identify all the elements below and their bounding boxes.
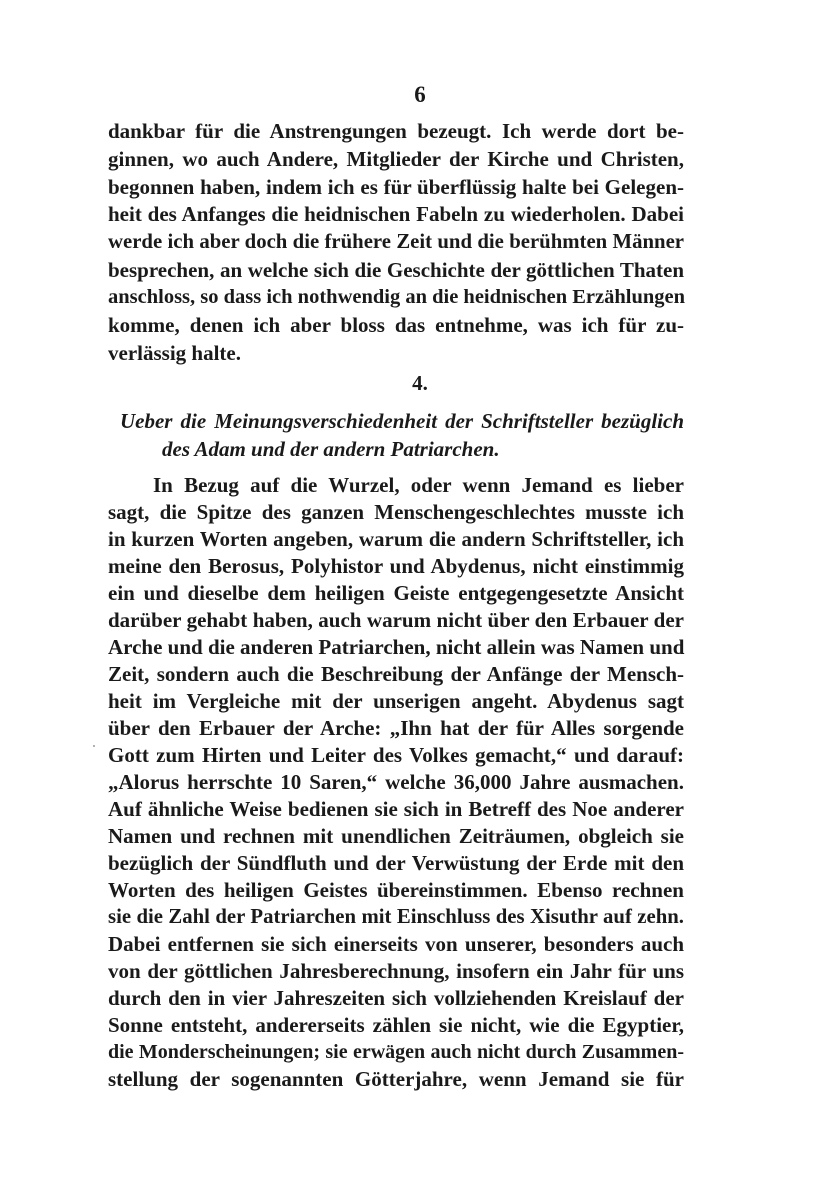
text-line: Gott zum Hirten und Leiter des Volkes gemacht,“ und darauf: — [108, 743, 684, 767]
text-line: Namen und rechnen mit unendlichen Zeiträumen, obgleich sie — [108, 824, 684, 848]
text-line: werde ich aber doch die frühere Zeit und die berühmten Männer — [108, 231, 684, 253]
text-line: Arche und die anderen Patriarchen, nicht allein was Namen und — [108, 635, 685, 659]
text-line: die Monderscheinungen; sie erwägen auch nicht durch Zusammen- — [108, 1041, 684, 1063]
text-line: darüber gehabt haben, auch warum nicht über den Erbauer der — [108, 608, 684, 632]
text-line: Zeit, sondern auch die Beschreibung der Anfänge der Mensch- — [108, 662, 684, 686]
section-number: 4. — [412, 371, 428, 395]
heading-line: Ueber die Meinungsverschiedenheit der Schriftsteller bezüglich — [120, 409, 684, 433]
text-line: sagt, die Spitze des ganzen Menschengeschlechtes musste ich — [108, 500, 684, 524]
text-line: ginnen, wo auch Andere, Mitglieder der Kirche und Christen, — [108, 147, 684, 171]
text-line: stellung der sogenannten Götterjahre, wenn Jemand sie für — [108, 1067, 684, 1091]
text-line: durch den in vier Jahreszeiten sich vollziehenden Kreislauf der — [108, 986, 684, 1010]
text-line: begonnen haben, indem ich es für überflüssig halte bei Gelegen- — [108, 175, 684, 199]
text-line: anschloss, so dass ich nothwendig an die heidnischen Erzählungen — [108, 286, 686, 308]
text-line: bezüglich der Sündfluth und der Verwüstung der Erde mit den — [108, 851, 684, 875]
text-line: Auf ähnliche Weise bedienen sie sich in Betreff des Noe anderer — [108, 797, 684, 821]
page-number: 6 — [414, 82, 426, 107]
text-line: meine den Berosus, Polyhistor und Abydenus, nicht einstimmig — [108, 554, 684, 578]
text-line: dankbar für die Anstrengungen bezeugt. Ich werde dort be- — [108, 119, 684, 143]
text-line: heit im Vergleiche mit der unserigen angeht. Abydenus sagt — [108, 689, 684, 713]
text-line: In Bezug auf die Wurzel, oder wenn Jemand es lieber — [153, 473, 684, 497]
margin-speck — [93, 745, 95, 747]
heading-line: des Adam und der andern Patriarchen. — [162, 437, 500, 461]
text-line: von der göttlichen Jahresberechnung, insofern ein Jahr für uns — [108, 959, 684, 983]
text-line: verlässig halte. — [108, 341, 241, 365]
text-line: sie die Zahl der Patriarchen mit Einschluss des Xisuthr auf zehn. — [108, 906, 684, 928]
text-line: komme, denen ich aber bloss das entnehme, was ich für zu- — [108, 313, 684, 337]
text-line: ein und dieselbe dem heiligen Geiste entgegengesetzte Ansicht — [108, 581, 684, 605]
text-line: heit des Anfanges die heidnischen Fabeln zu wiederholen. Dabei — [108, 202, 684, 226]
text-line: „Alorus herrschte 10 Saren,“ welche 36,000 Jahre ausmachen. — [108, 770, 684, 794]
text-line: Dabei entfernen sie sich einerseits von unserer, besonders auch — [108, 932, 684, 956]
text-line: Worten des heiligen Geistes übereinstimmen. Ebenso rechnen — [108, 878, 684, 902]
text-line: besprechen, an welche sich die Geschichte der göttlichen Thaten — [108, 258, 684, 282]
text-line: in kurzen Worten angeben, warum die andern Schriftsteller, ich — [108, 527, 684, 551]
text-line: über den Erbauer der Arche: „Ihn hat der für Alles sorgende — [108, 716, 684, 740]
text-line: Sonne entsteht, andererseits zählen sie nicht, wie die Egyptier, — [108, 1013, 684, 1037]
